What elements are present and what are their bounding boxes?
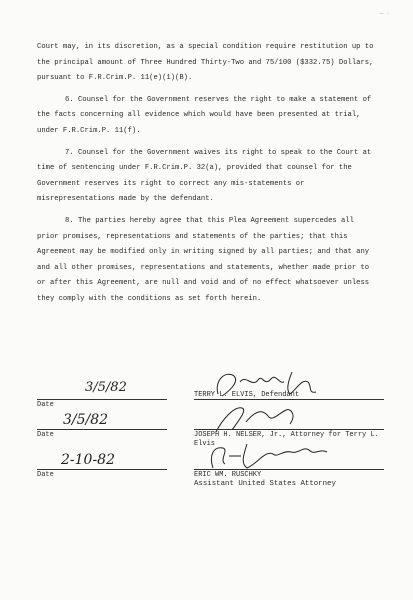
paragraph-7: 7. Counsel for the Government waives its right to speak to the Court at time of sentencing under F.R.Crim.P. 32(a), provided that counsel for the Government reserves its right to correct any mis-statements or misrepresentations made by the defendant. xyxy=(37,148,372,204)
corner-mark: ~ · xyxy=(378,10,389,18)
date-line xyxy=(37,469,167,470)
paragraph-continued: Court may, in its discretion, as a special condition require restitution up to the principal amount of Three Hundred Thirty-Two and 75/100 ($332.75) Dollars, pursuant to F.R.Crim.P. 11(e)(1)(B). xyxy=(37,43,374,83)
handwritten-date: 3/5/82 xyxy=(63,412,109,428)
signature-line xyxy=(194,429,384,430)
handwritten-date: 2-10-82 xyxy=(61,452,115,468)
signer-name: TERRY L. ELVIS, Defendant xyxy=(194,391,300,399)
agreement-body xyxy=(37,40,377,314)
signature-line xyxy=(194,469,384,470)
date-line xyxy=(37,429,167,430)
paragraph-6: 6. Counsel for the Government reserves the right to make a statement of the facts concerning all evidence which would have been presented at trial, under F.R.Crim.P. 11(f). xyxy=(37,95,372,135)
date-label: Date xyxy=(37,401,54,409)
signer-name: ERIC WM. RUSCHKY xyxy=(194,471,262,479)
signer-title: Assistant United States Attorney xyxy=(194,480,336,488)
date-line xyxy=(37,399,167,400)
signer-name: JOSEPH H. NELSER, Jr., Attorney for Terry L. Elvis xyxy=(194,431,379,448)
date-label: Date xyxy=(37,431,54,439)
date-label: Date xyxy=(37,471,54,479)
handwritten-date: 3/5/82 xyxy=(85,380,127,395)
paragraph-8: 8. The parties hereby agree that this Plea Agreement supercedes all prior promises, representations and statements of the parties; that this Agreement may be modified only in writing signed by all parties; and that any and all other promises, representations and statements, whether made prior to or after this Agreement, are null and void and of no effect whatsoever unless they comply with the conditions as set forth herein. xyxy=(37,216,370,303)
